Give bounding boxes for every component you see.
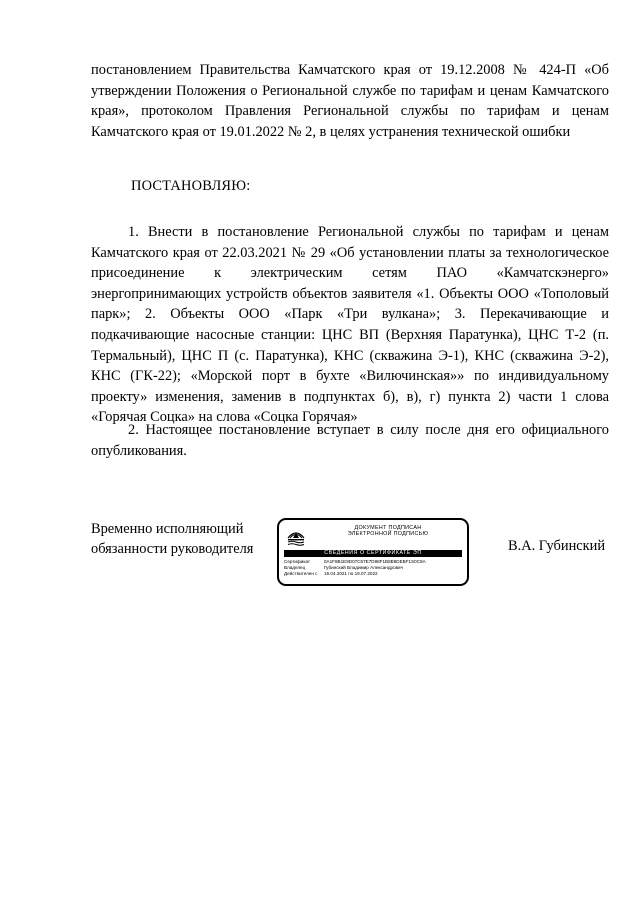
stamp-certificate-details	[284, 559, 464, 577]
stamp-header	[311, 525, 465, 537]
signer-title-line-1: Временно исполняющий	[91, 521, 244, 537]
stamp-row-value: 0A1F8B1E9D07C57E7D98F1B8B8DEBF1S0C9A	[324, 559, 426, 564]
resolution-heading: ПОСТАНОВЛЯЮ:	[131, 178, 251, 194]
signer-title-line-2: обязанности руководителя	[91, 541, 254, 557]
electronic-signature-stamp	[277, 518, 469, 586]
signer-name: В.А. Губинский	[508, 538, 606, 554]
stamp-row-value: 19.04.2021 по 19.07.2022	[324, 571, 378, 576]
stamp-row-validity	[284, 571, 464, 577]
stamp-row-key: Сертификат	[284, 559, 311, 564]
stamp-row-value: Губинский Владимир Александрович	[324, 565, 404, 570]
coat-of-arms-icon	[285, 526, 307, 548]
intro-paragraph: постановлением Правительства Камчатского края от 19.12.2008 № 424-П «Об утверждении Положения о Региональной службе по тарифам и ценам Камчатского края», протоколом Правления Региональной службы по тарифам и ценам Камчатского края от 19.01.2022 № 2, в целях устранения технической ошибки	[91, 62, 609, 140]
item-2-paragraph: 2. Настоящее постановление вступает в силу после дня его официального опубликования.	[91, 422, 609, 459]
item-1-paragraph: 1. Внести в постановление Региональной службы по тарифам и ценам Камчатского края от 22.03.2021 № 29 «Об установлении платы за технологическое присоединение к электрическим сетям ПАО «Камчатскэнерго» энергопринимающих устройств объектов заявителя «1. Объекты ООО «Тополовый парк»; 2. Объекты ООО «Парк «Три вулкана»; 3. Перекачивающие и подкачивающие насосные станции: ЦНС ВП (Верхняя Паратунка), ЦНС Т-2 (п. Термальный), ЦНС П (с. Паратунка), КНС (скважина Э-1), КНС (скважина Э-2), КНС (ГК-22); «Морской порт в бухте «Вилючинская»» по индивидуальному проекту» изменения, заменив в подпунктах б), в), г) пункта 2) части 1 слова «Горячая Соцка» на слова «Соцка Горячая»	[91, 224, 609, 426]
stamp-header-line-2: ЭЛЕКТРОННОЙ ПОДПИСЬЮ	[347, 531, 429, 538]
signer-title	[91, 519, 253, 559]
stamp-row-key: Действителен с	[284, 571, 318, 576]
stamp-row-key: Владелец	[284, 565, 306, 570]
stamp-certificate-bar: СВЕДЕНИЯ О СЕРТИФИКАТЕ ЭП	[284, 550, 462, 557]
stamp-header-line-1: ДОКУМЕНТ ПОДПИСАН	[354, 525, 422, 531]
